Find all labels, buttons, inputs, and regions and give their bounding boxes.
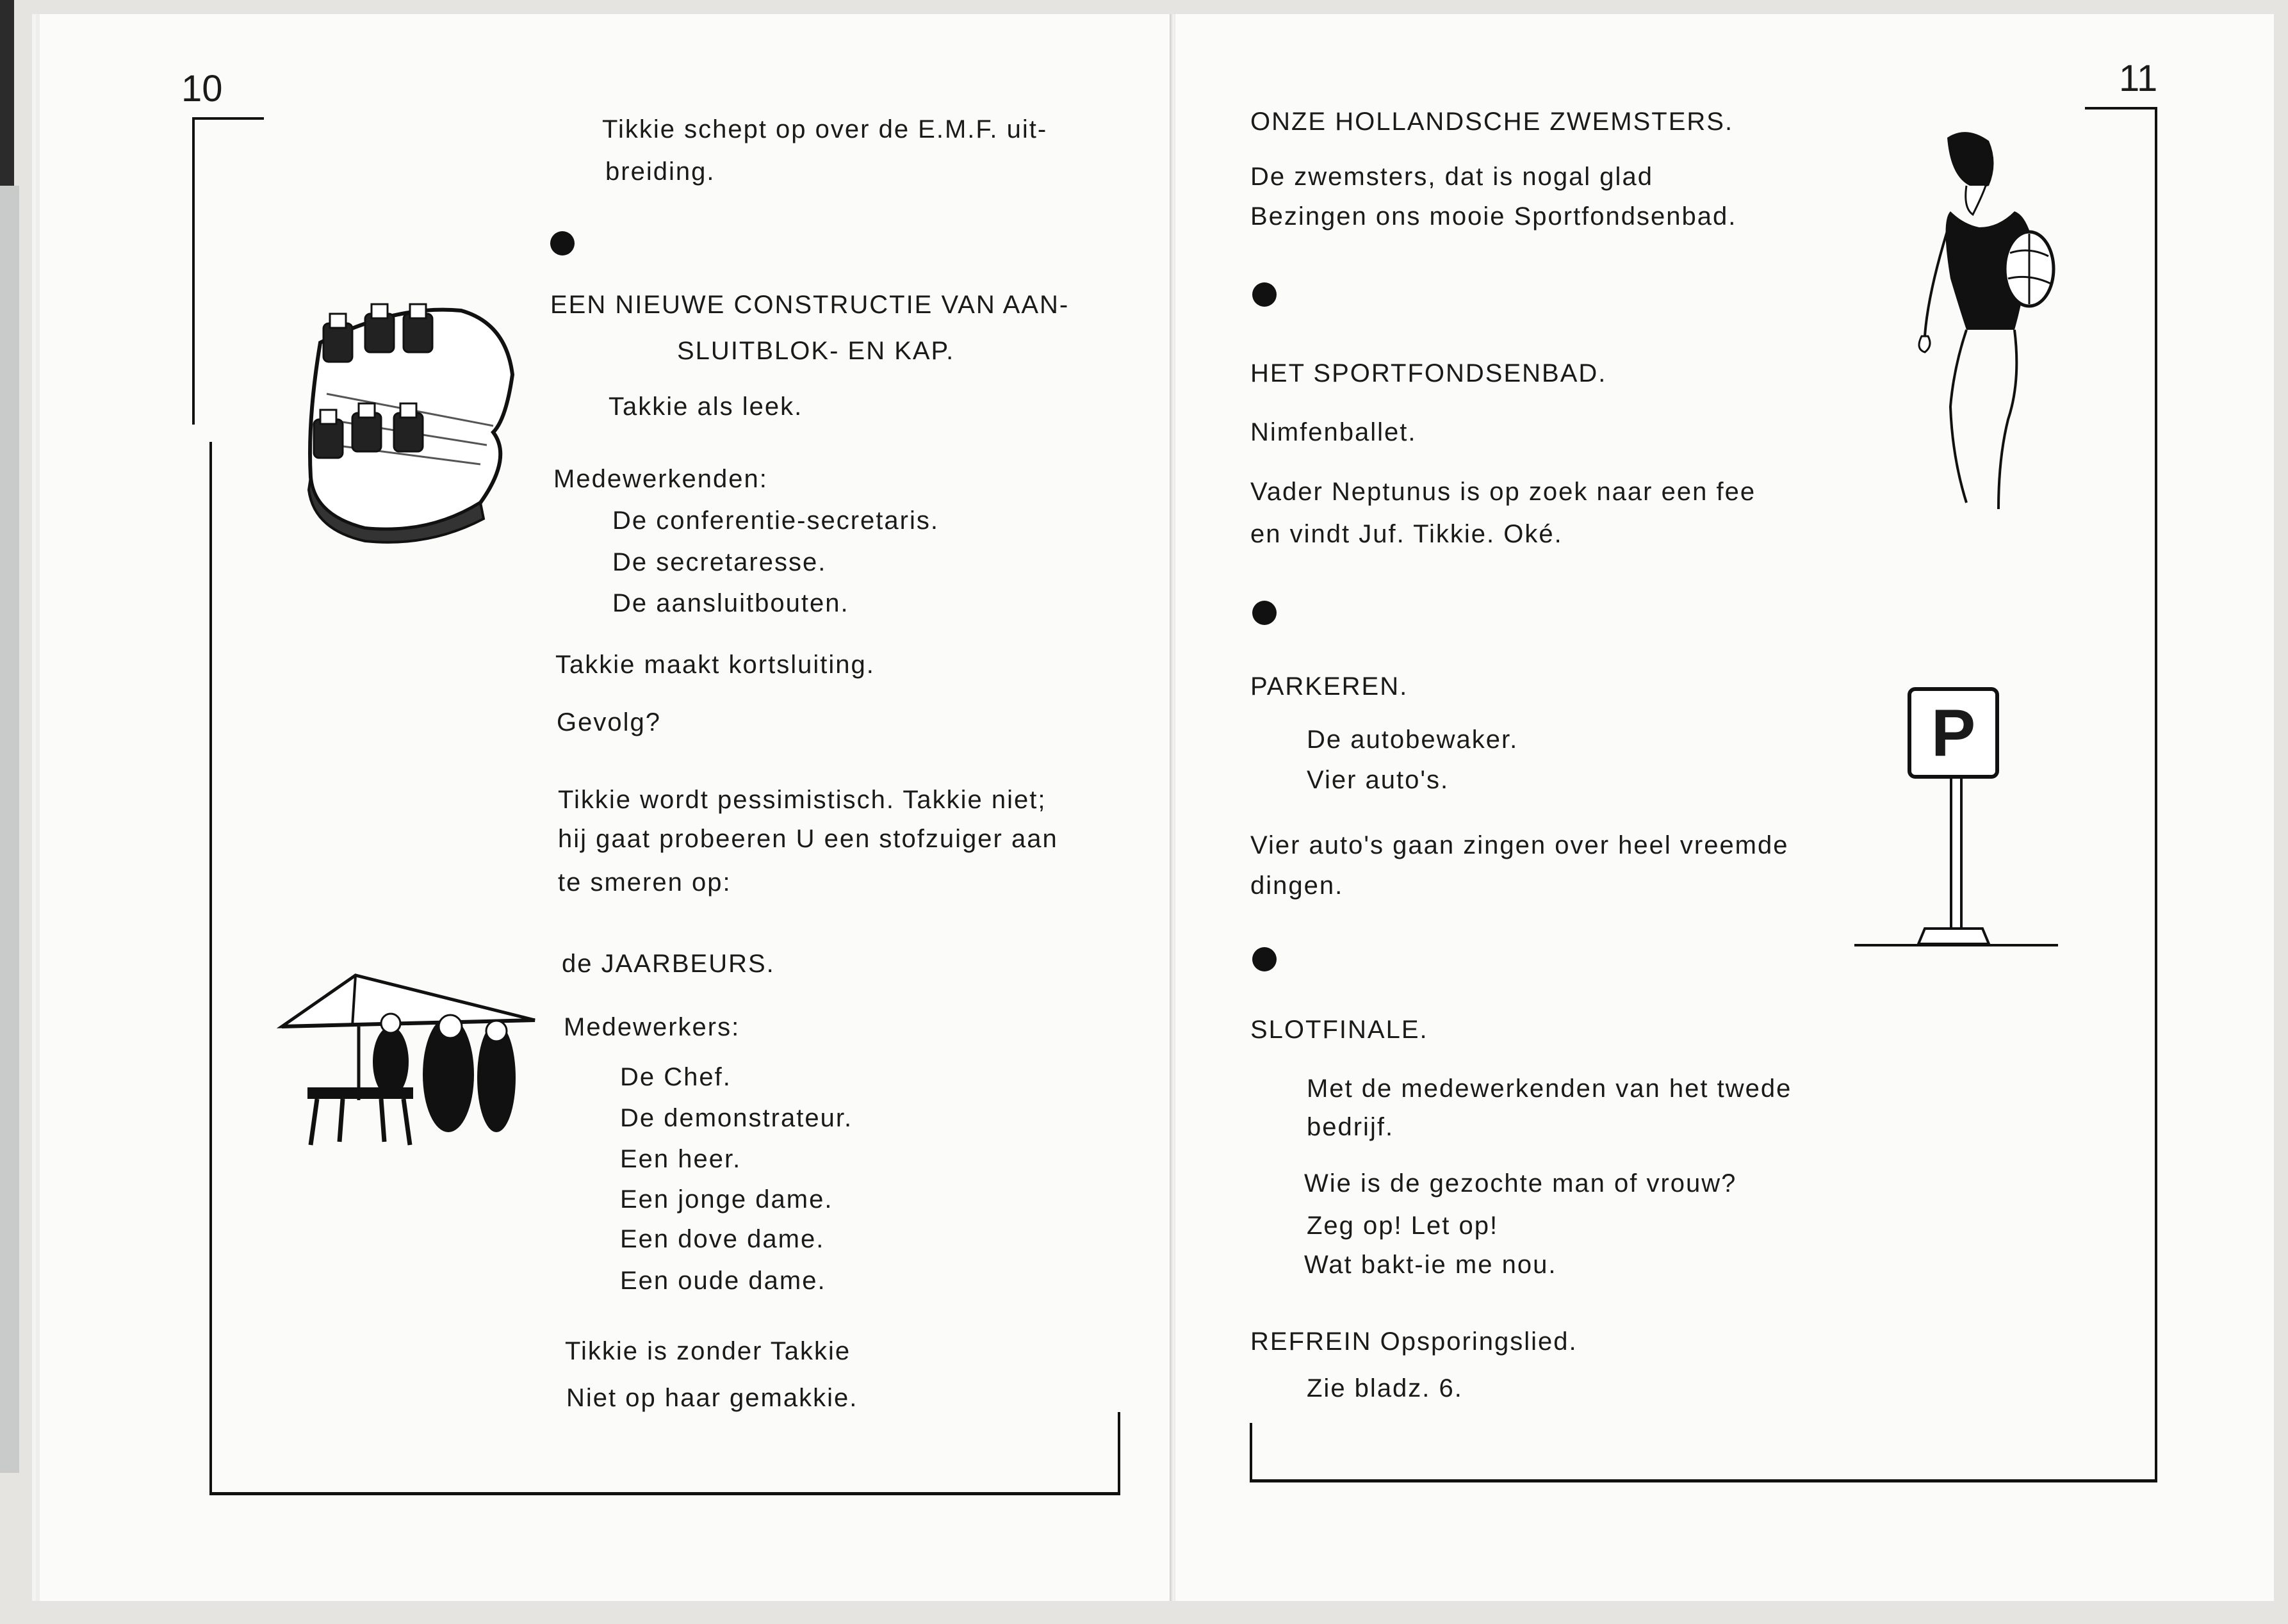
text-line: Nimfenballet. <box>1250 418 1417 446</box>
text-line: Bezingen ons mooie Sportfondsenbad. <box>1250 202 1737 231</box>
frame-left-lower <box>209 442 212 1494</box>
text-line: Zeg op! Let op! <box>1307 1212 1499 1240</box>
text-line: Takkie maakt kortsluiting. <box>555 651 875 679</box>
text-line: Gevolg? <box>557 708 661 736</box>
frame-bottom-left <box>209 1492 1120 1495</box>
section-heading: SLUITBLOK- EN KAP. <box>677 337 955 365</box>
text-line: Een heer. <box>620 1145 742 1173</box>
bullet <box>1252 947 1277 971</box>
frame-left-upper <box>192 117 195 425</box>
text-line: Tikkie schept op over de E.M.F. uit- <box>602 115 1048 143</box>
text-line: Vader Neptunus is op zoek naar een fee <box>1250 478 1756 506</box>
frame-bottom-right <box>1250 1479 2157 1482</box>
section-heading: ONZE HOLLANDSCHE ZWEMSTERS. <box>1250 108 1734 136</box>
section-heading: HET SPORTFONDSENBAD. <box>1250 359 1607 387</box>
text-line: bedrijf. <box>1307 1113 1394 1141</box>
frame-top-left <box>192 117 264 120</box>
page-number-left: 10 <box>181 68 223 110</box>
text-line: Zie bladz. 6. <box>1307 1374 1463 1402</box>
bullet <box>1252 282 1277 307</box>
section-heading: PARKEREN. <box>1250 672 1409 701</box>
text-line: De secretaresse. <box>612 548 827 576</box>
text-line: De demonstrateur. <box>620 1104 853 1132</box>
text-line: Wie is de gezochte man of vrouw? <box>1304 1169 1737 1198</box>
frame-right <box>2155 107 2157 1482</box>
text-line: Een jonge dame. <box>620 1185 833 1214</box>
text-line: dingen. <box>1250 872 1344 900</box>
frame-top-right <box>2085 107 2157 110</box>
text-line: Vier auto's gaan zingen over heel vreemde <box>1250 831 1789 859</box>
right-page <box>1175 14 2274 1601</box>
text-line: Wat bakt-ie me nou. <box>1304 1251 1557 1279</box>
text-line: Medewerkenden: <box>553 465 768 493</box>
bullet <box>550 231 575 256</box>
text-line: Tikkie is zonder Takkie <box>565 1337 851 1365</box>
text-line: De conferentie-secretaris. <box>612 507 939 535</box>
text-line: breiding. <box>605 158 715 186</box>
text-line: Een oude dame. <box>620 1267 826 1295</box>
market-stall-illustration <box>279 972 538 1151</box>
parking-sign: P <box>1908 687 1999 779</box>
swimmer-illustration <box>1902 125 2069 519</box>
connector-block-illustration <box>301 291 532 541</box>
text-line: Met de medewerkenden van het twede <box>1307 1075 1792 1103</box>
parking-sign-pole <box>1950 779 1963 932</box>
parking-sign-base <box>1854 922 2058 948</box>
text-line: Niet op haar gemakkie. <box>566 1384 858 1412</box>
gray-edge <box>0 186 19 1473</box>
text-line: Vier auto's. <box>1307 766 1450 794</box>
frame-left-end <box>1250 1423 1252 1482</box>
text-line: Een dove dame. <box>620 1225 825 1253</box>
text-line: De autobewaker. <box>1307 726 1519 754</box>
dark-edge <box>0 0 14 192</box>
text-line: De aansluitbouten. <box>612 589 849 617</box>
text-line: Medewerkers: <box>564 1013 740 1041</box>
text-line: en vindt Juf. Tikkie. Oké. <box>1250 520 1563 548</box>
text-line: Takkie als leek. <box>609 393 803 421</box>
bullet <box>1252 601 1277 625</box>
text-line: REFREIN Opsporingslied. <box>1250 1328 1578 1356</box>
text-line: te smeren op: <box>558 868 731 897</box>
text-line: Tikkie wordt pessimistisch. Takkie niet; <box>558 786 1047 814</box>
text-line: De zwemsters, dat is nogal glad <box>1250 163 1653 191</box>
section-heading: SLOTFINALE. <box>1250 1016 1428 1044</box>
text-line: hij gaat probeeren U een stofzuiger aan <box>558 825 1058 853</box>
page-number-right: 11 <box>2119 58 2158 99</box>
section-heading: EEN NIEUWE CONSTRUCTIE VAN AAN- <box>550 291 1070 319</box>
frame-right-end <box>1118 1412 1120 1495</box>
text-line: de JAARBEURS. <box>562 950 775 978</box>
text-line: De Chef. <box>620 1063 731 1091</box>
